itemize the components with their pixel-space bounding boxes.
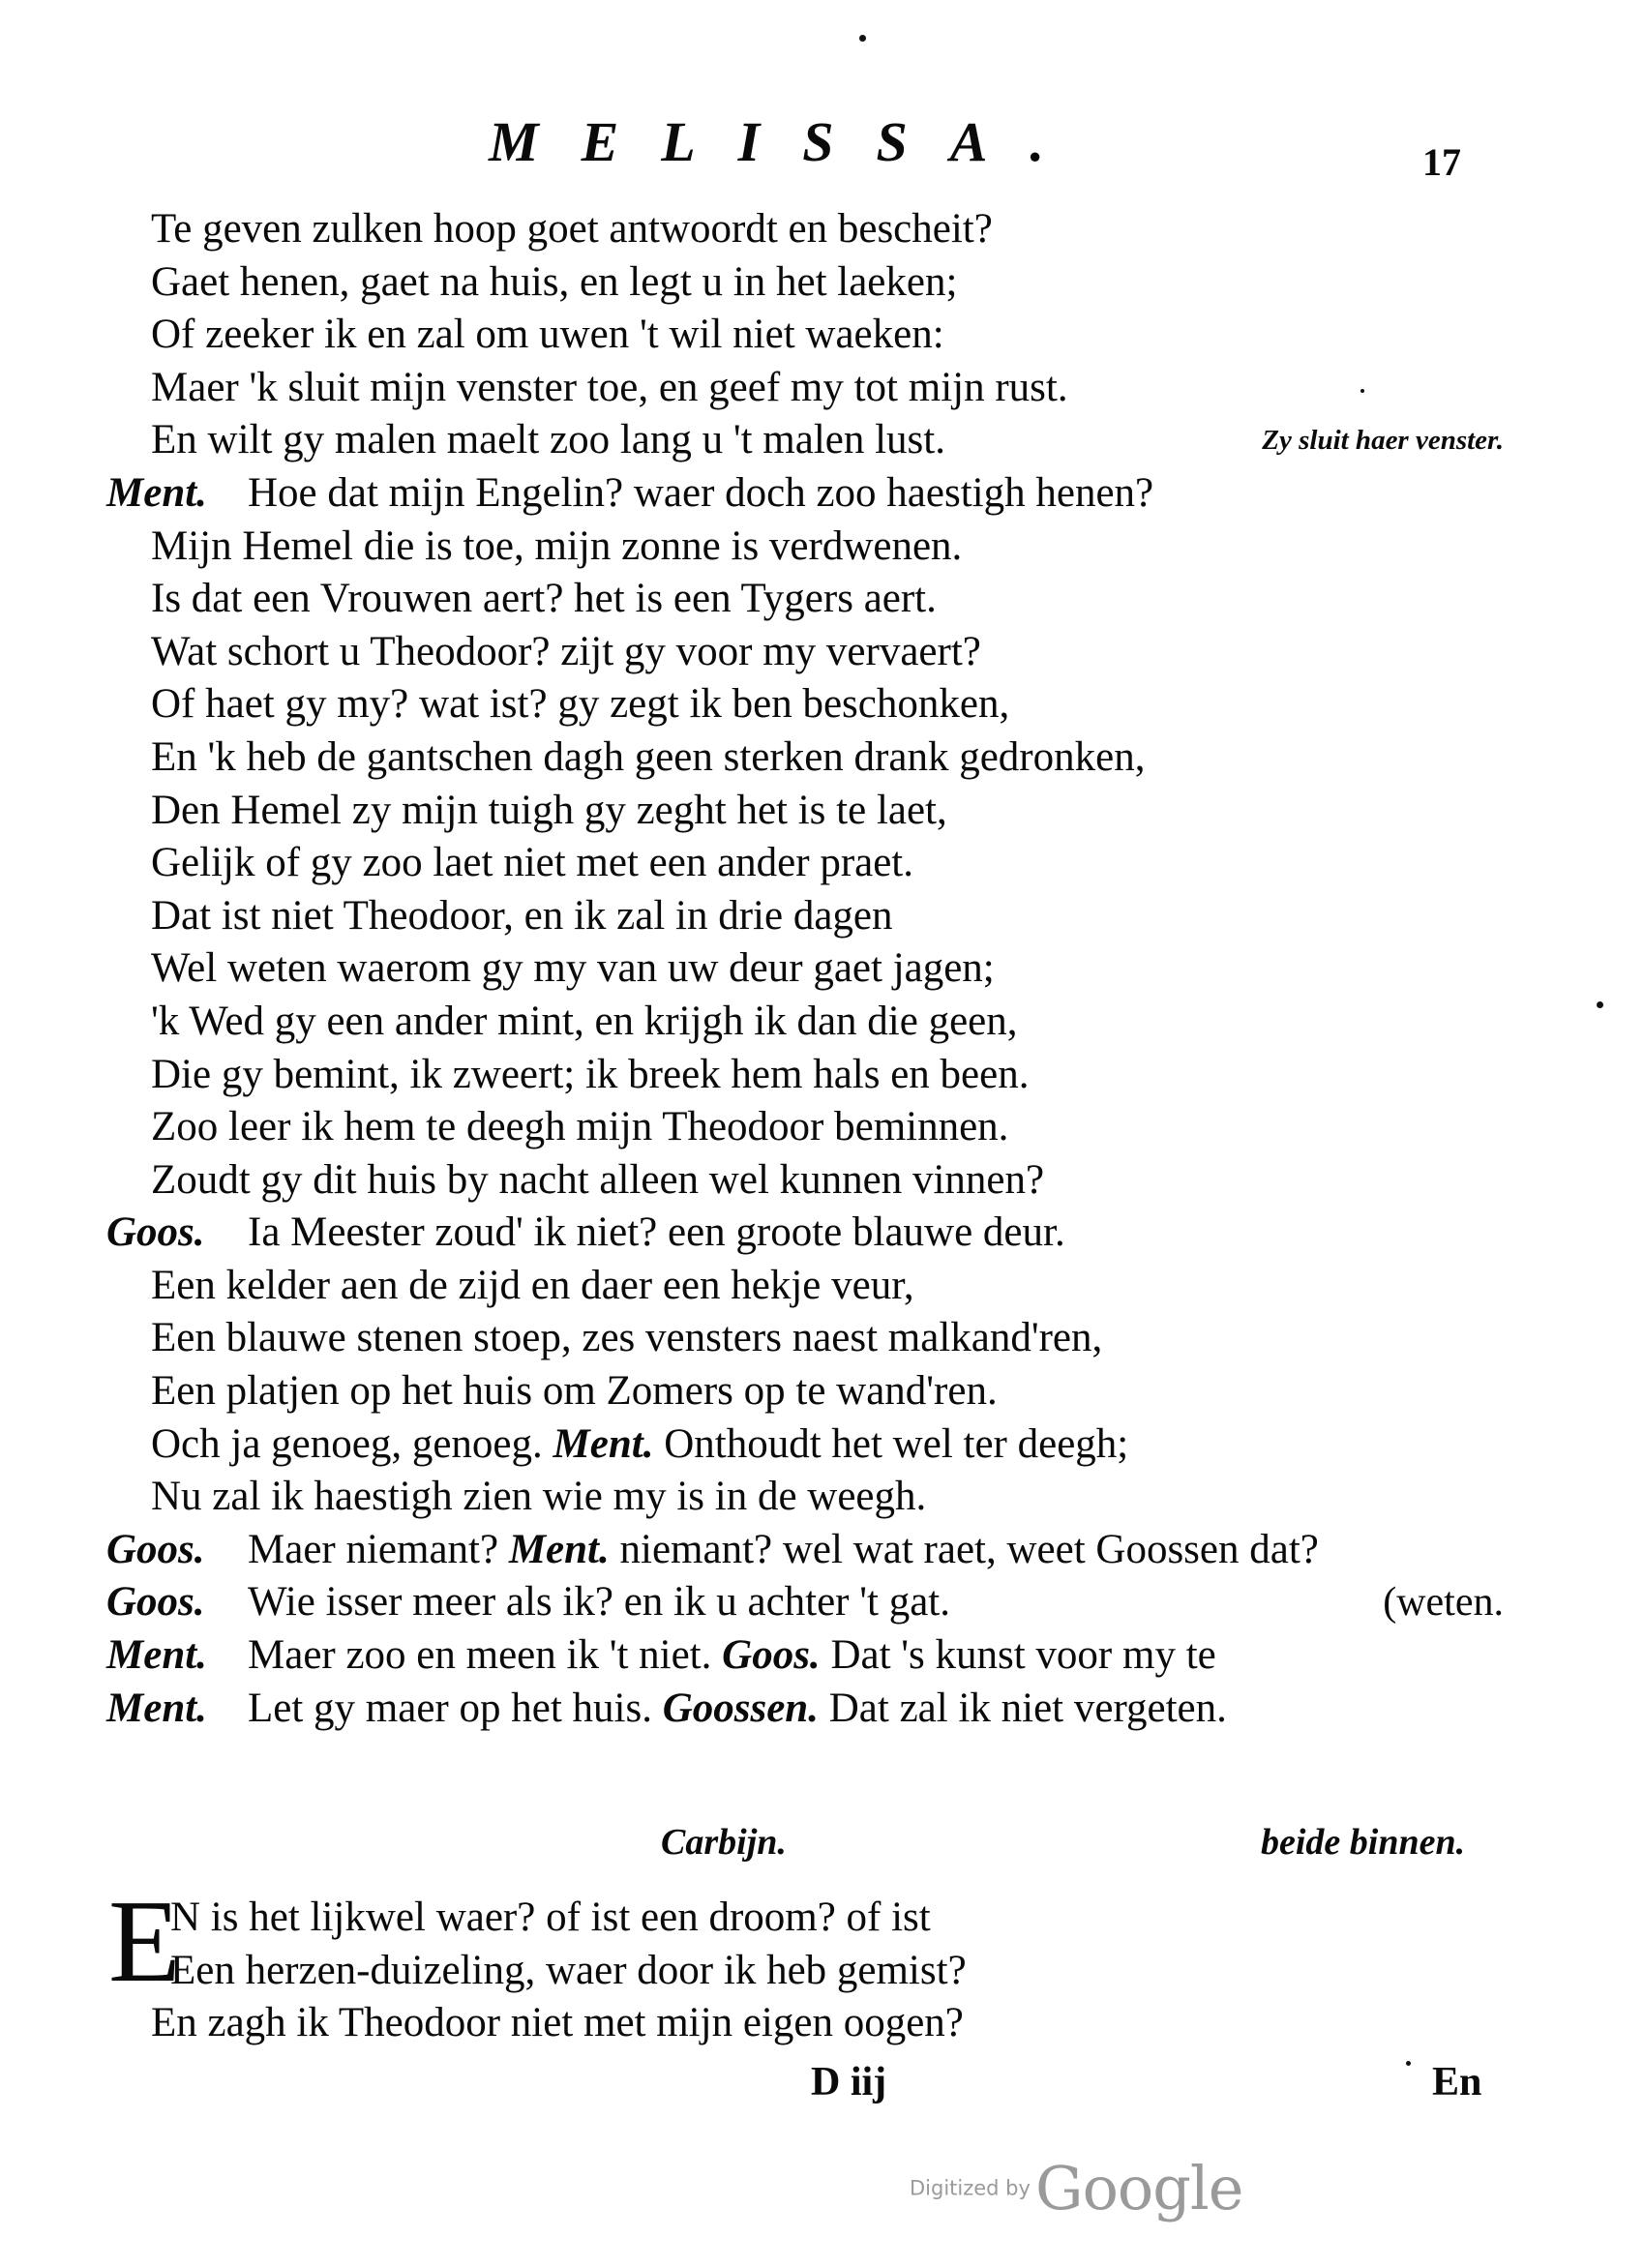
verse-line <box>106 1418 1519 1472</box>
ink-speck <box>1597 1001 1603 1008</box>
verse-line <box>106 678 1519 731</box>
verse-block <box>106 203 1519 1735</box>
verse-text: 'k Wed gy een ander mint, en krijgh ik dan die geen, <box>151 998 1018 1044</box>
verse-line <box>106 1101 1519 1154</box>
page-footer <box>0 2059 1644 2117</box>
verse-fragment: Maer zoo en meen ik 't niet. <box>248 1632 712 1679</box>
inline-speaker-label: Ment. <box>508 1526 610 1572</box>
verse-fragment: Och ja genoeg, genoeg. <box>151 1420 543 1467</box>
verse-text: Dat ist niet Theodoor, en ik zal in drie dagen <box>151 892 893 939</box>
ink-speck <box>1406 2061 1411 2066</box>
page-number: 17 <box>1422 140 1461 184</box>
verse-text: Een blauwe stenen stoep, zes vensters naest malkand'ren, <box>151 1315 1103 1361</box>
verse-fragment: niemant? wel wat raet, weet Goossen dat? <box>619 1526 1319 1572</box>
verse-line <box>106 362 1519 415</box>
inline-speaker-label: Goos. <box>722 1632 821 1679</box>
speaker-label: Ment. <box>106 1685 207 1731</box>
verse-line <box>106 1365 1519 1418</box>
verse-line <box>106 1312 1519 1365</box>
verse-text: Zoo leer ik hem te deegh mijn Theodoor beminnen. <box>151 1104 1009 1150</box>
verse-text: Maer 'k sluit mijn venster toe, en geef my tot mijn rust. <box>151 364 1068 410</box>
watermark-logo: Google <box>1035 2153 1243 2223</box>
verse-line <box>106 573 1519 626</box>
verse-text: Of zeeker ik en zal om uwen 't wil niet waeken: <box>151 312 944 358</box>
verse-text: Hoe dat mijn Engelin? waer doch zoo haestigh henen? <box>248 469 1154 516</box>
verse-line <box>106 1207 1519 1260</box>
verse-line <box>106 309 1519 362</box>
verse-line <box>106 996 1519 1049</box>
verse-text: Wie isser meer als ik? en ik u achter 't gat. <box>248 1579 950 1626</box>
verse-line <box>106 1524 1519 1577</box>
speaker-label: Ment. <box>106 1632 207 1679</box>
verse-line <box>106 837 1519 890</box>
running-title: MELISSA. <box>489 110 1087 173</box>
verse-line <box>106 731 1519 785</box>
ink-speck <box>1360 389 1364 393</box>
catchword: En <box>1432 2060 1482 2104</box>
verse-text: Of haet gy my? wat ist? gy zegt ik ben beschonken, <box>151 681 1010 728</box>
verse-text <box>151 1418 1128 1472</box>
scene-verse-block <box>106 1876 1519 2050</box>
verse-line <box>106 785 1519 838</box>
verse-line <box>106 1683 1519 1736</box>
verse-text: Mijn Hemel die is toe, mijn zonne is verdwenen. <box>151 522 963 569</box>
verse-text: Een platjen op het huis om Zomers op te wand'ren. <box>151 1368 998 1415</box>
verse-text: Wat schort u Theodoor? zijt gy voor my vervaert? <box>151 628 981 674</box>
verse-line <box>106 1945 1519 1998</box>
drop-capital: E <box>108 1876 181 2007</box>
verse-line <box>106 1629 1519 1683</box>
verse-text: Nu zal ik haestigh zien wie my is in de weegh. <box>151 1474 927 1520</box>
speaker-label: Ment. <box>106 469 207 516</box>
verse-line <box>106 1576 1519 1629</box>
scene-speaker: Carbijn. <box>661 1822 787 1863</box>
digitization-watermark <box>910 2153 1242 2223</box>
verse-text: Gelijk of gy zoo laet niet met een ander praet. <box>151 840 914 886</box>
verse-line <box>106 1997 1519 2050</box>
verse-line <box>106 1049 1519 1102</box>
scene-heading <box>0 1821 1644 1879</box>
verse-line <box>106 626 1519 679</box>
verse-text: Te geven zulken hoop goet antwoordt en bescheit? <box>151 206 993 252</box>
verse-text: En 'k heb de gantschen dagh geen sterken drank gedronken, <box>151 733 1146 780</box>
inline-speaker-label: Goossen. <box>662 1685 819 1731</box>
verse-line <box>106 1471 1519 1524</box>
verse-text: Een kelder aen de zijd en daer een hekje veur, <box>151 1262 914 1308</box>
verse-fragment: Let gy maer op het huis. <box>248 1685 652 1731</box>
verse-text <box>248 1629 1216 1683</box>
verse-line <box>106 890 1519 943</box>
verse-fragment: Dat 's kunst voor my te <box>830 1632 1216 1679</box>
verse-text: Ia Meester zoud' ik niet? een groote blauwe deur. <box>248 1209 1065 1256</box>
verse-fragment: Onthoudt het wel ter deegh; <box>664 1420 1129 1467</box>
speaker-label: Goos. <box>106 1579 205 1626</box>
verse-line <box>106 1260 1519 1313</box>
verse-line <box>106 942 1519 996</box>
verse-line <box>106 467 1519 521</box>
verse-text: N is het lijkwel waer? of ist een droom? of ist <box>170 1895 931 1940</box>
signature-mark: D iij <box>811 2060 887 2104</box>
verse-text <box>248 1683 1227 1736</box>
speaker-label: Goos. <box>106 1209 205 1256</box>
verse-text: En zagh ik Theodoor niet met mijn eigen oogen? <box>151 2000 964 2046</box>
stage-direction: Zy sluit haer venster. <box>1262 425 1504 457</box>
ink-speck <box>859 35 866 42</box>
verse-text: Is dat een Vrouwen aert? het is een Tygers aert. <box>151 576 937 622</box>
verse-line <box>106 414 1519 467</box>
verse-text: Den Hemel zy mijn tuigh gy zeght het is te laet, <box>151 787 947 833</box>
verse-fragment: Dat zal ik niet vergeten. <box>828 1685 1227 1731</box>
verse-text: En wilt gy malen maelt zoo lang u 't malen lust. <box>151 417 945 463</box>
turnover-word: (weten. <box>1383 1580 1504 1626</box>
watermark-prefix: Digitized by <box>910 2176 1031 2200</box>
verse-line <box>106 1892 1519 1945</box>
verse-text: Wel weten waerom gy my van uw deur gaet jagen; <box>151 945 995 992</box>
verse-text: Een herzen-duizeling, waer door ik heb gemist? <box>170 1947 967 1993</box>
scene-direction: beide binnen. <box>1261 1822 1466 1863</box>
verse-text: Gaet henen, gaet na huis, en legt u in het laeken; <box>151 258 958 305</box>
verse-line <box>106 521 1519 574</box>
verse-line <box>106 256 1519 310</box>
speaker-label: Goos. <box>106 1526 205 1572</box>
verse-line <box>106 1154 1519 1208</box>
verse-text <box>248 1524 1319 1577</box>
verse-text: Zoudt gy dit huis by nacht alleen wel kunnen vinnen? <box>151 1156 1045 1203</box>
verse-line <box>106 203 1519 256</box>
verse-text: Die gy bemint, ik zweert; ik breek hem hals en been. <box>151 1051 1030 1097</box>
verse-fragment: Maer niemant? <box>248 1526 499 1572</box>
inline-speaker-label: Ment. <box>553 1420 654 1467</box>
